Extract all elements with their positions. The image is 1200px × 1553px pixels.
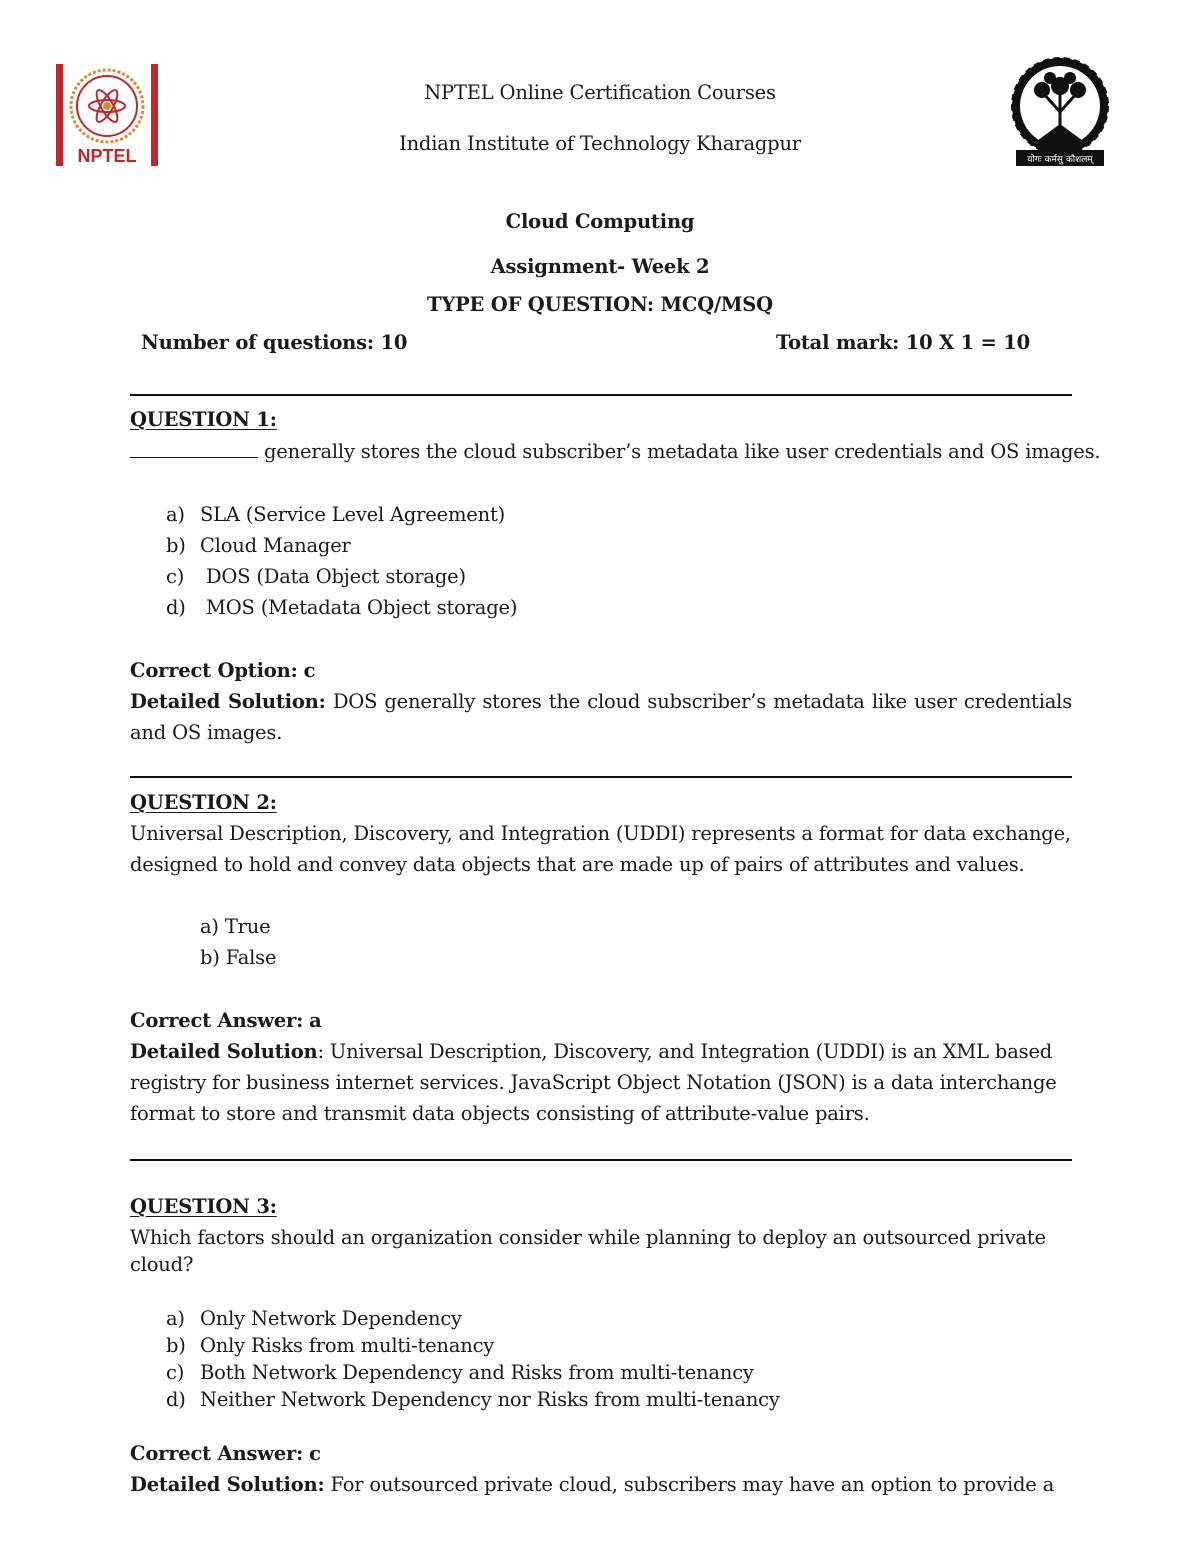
question-2-solution-line-1: [130, 1036, 1052, 1067]
divider: [130, 394, 1072, 396]
assignment-title: Assignment- Week 2: [490, 255, 710, 278]
question-3-text-line-2: cloud?: [130, 1253, 194, 1276]
option-text: Only Network Dependency: [200, 1307, 462, 1330]
question-3-heading: QUESTION 3:: [130, 1195, 277, 1218]
option-label: a): [166, 1307, 185, 1330]
answer-value: a: [309, 1009, 322, 1032]
option-text: DOS (Data Object storage): [200, 565, 466, 588]
answer-label: Correct Answer:: [130, 1442, 304, 1465]
question-2-option-b: b) False: [200, 946, 277, 969]
question-2-text-line-2: designed to hold and convey data objects that are made up of pairs of attributes and values.: [130, 853, 1025, 876]
option-label: c): [166, 565, 185, 588]
divider: [130, 776, 1072, 778]
question-3-option-b: [166, 1332, 494, 1359]
number-of-questions-value: : 10: [366, 331, 408, 354]
option-label: c): [166, 1361, 185, 1384]
option-label: b): [166, 1334, 186, 1357]
number-of-questions: [141, 327, 407, 358]
question-2-heading: QUESTION 2:: [130, 791, 277, 814]
question-1-text: [130, 436, 1100, 467]
answer-label: Correct Answer:: [130, 1009, 304, 1032]
svg-text:योगः कर्मसु कौशलम्: योगः कर्मसु कौशलम्: [1027, 155, 1093, 165]
solution-label: Detailed Solution: [130, 1040, 318, 1063]
option-label: a): [166, 503, 185, 526]
question-1-heading: QUESTION 1:: [130, 408, 277, 431]
option-label: d): [166, 1388, 186, 1411]
course-title: Cloud Computing: [505, 210, 695, 233]
option-text: Only Risks from multi-tenancy: [200, 1334, 495, 1357]
solution-label: Detailed Solution:: [130, 1473, 325, 1496]
question-2-solution-line-3: format to store and transmit data objects consisting of attribute-value pairs.: [130, 1102, 870, 1125]
question-2-text-line-1: Universal Description, Discovery, and Integration (UDDI) represents a format for data exchange,: [130, 822, 1071, 845]
total-mark: Total mark: 10 X 1 = 10: [776, 331, 1031, 354]
number-of-questions-label: Number of questions: [141, 331, 367, 354]
option-text: SLA (Service Level Agreement): [200, 503, 506, 526]
question-1-answer: [130, 655, 315, 686]
solution-text: For outsourced private cloud, subscribers may have an option to provide a: [330, 1473, 1055, 1496]
question-3-answer: [130, 1438, 321, 1469]
answer-value: c: [309, 1442, 321, 1465]
option-text: MOS (Metadata Object storage): [200, 596, 518, 619]
question-1-option-a: [166, 499, 505, 530]
question-3-solution: [130, 1469, 1054, 1500]
option-label: d): [166, 596, 186, 619]
solution-text: : Universal Description, Discovery, and Integration (UDDI) is an XML based: [317, 1040, 1053, 1063]
question-1-option-c: [166, 561, 466, 592]
question-1-stem: generally stores the cloud subscriber’s metadata like user credentials and OS images.: [264, 440, 1101, 463]
question-2-solution-line-2: registry for business internet services. JavaScript Object Notation (JSON) is a data interchange: [130, 1071, 1057, 1094]
question-type: TYPE OF QUESTION: MCQ/MSQ: [427, 293, 773, 316]
answer-label: Correct Option:: [130, 659, 298, 682]
option-text: Neither Network Dependency nor Risks from multi-tenancy: [200, 1388, 780, 1411]
question-1-option-b: [166, 530, 351, 561]
question-2-answer: [130, 1005, 322, 1036]
svg-text:NPTEL: NPTEL: [77, 146, 137, 166]
divider: [130, 1159, 1072, 1161]
answer-value: c: [303, 659, 316, 682]
option-text: Both Network Dependency and Risks from multi-tenancy: [200, 1361, 754, 1384]
solution-text: DOS generally stores the cloud subscriber’s metadata like user credentials and OS images.: [130, 690, 1073, 744]
fill-in-blank: [130, 439, 258, 458]
question-3-option-d: [166, 1386, 780, 1413]
header-line-2: Indian Institute of Technology Kharagpur: [399, 132, 801, 155]
question-2-option-a: a) True: [200, 915, 271, 938]
question-1-option-d: [166, 592, 517, 623]
header-line-1: NPTEL Online Certification Courses: [424, 81, 776, 104]
option-label: b): [166, 534, 186, 557]
question-3-option-c: [166, 1359, 754, 1386]
question-3-text-line-1: Which factors should an organization consider while planning to deploy an outsourced private: [130, 1226, 1046, 1249]
question-3-option-a: [166, 1305, 462, 1332]
solution-label: Detailed Solution:: [130, 690, 326, 713]
option-text: Cloud Manager: [200, 534, 351, 557]
question-1-solution: [130, 686, 1072, 748]
